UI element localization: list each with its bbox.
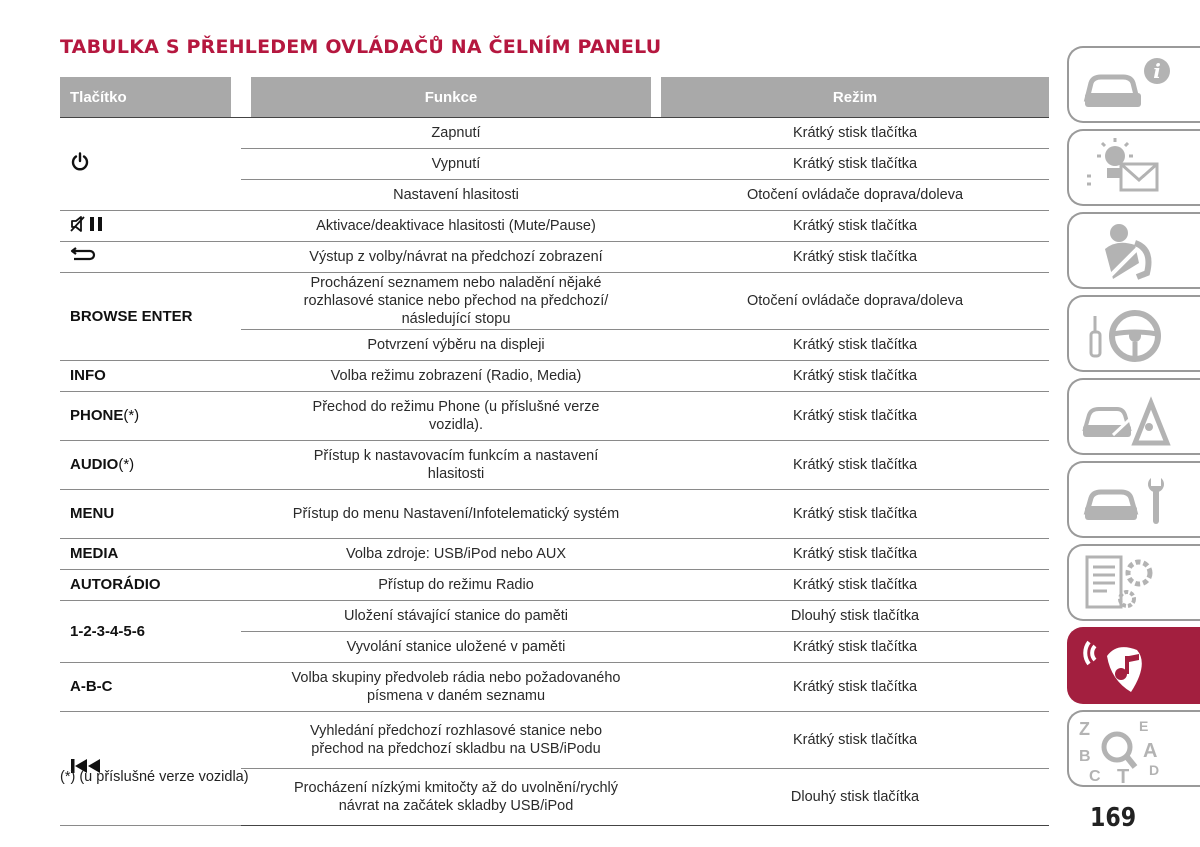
control-key-label: MEDIA: [70, 545, 119, 562]
mute-pause-icon: [70, 221, 110, 238]
back-icon: [70, 250, 98, 267]
table-row: [60, 539, 1049, 570]
mode-cell: Krátký stisk tlačítka: [661, 441, 1049, 490]
table-row: [60, 490, 1049, 539]
control-key-cell: [60, 361, 241, 392]
side-tab[interactable]: [1067, 627, 1200, 704]
mode-cell: Otočení ovládače doprava/doleva: [661, 273, 1049, 330]
control-key-cell: [60, 211, 241, 242]
control-key-note: (*): [123, 407, 140, 424]
mode-cell: Krátký stisk tlačítka: [661, 663, 1049, 712]
function-cell: Přístup k nastavovacím funkcím a nastavení hlasitosti: [241, 441, 661, 490]
control-key-cell: [60, 539, 241, 570]
side-tab[interactable]: [1067, 46, 1200, 123]
function-cell: Přechod do režimu Phone (u příslušné verze vozidla).: [241, 392, 661, 441]
mode-cell: Dlouhý stisk tlačítka: [661, 601, 1049, 632]
mode-cell: Krátký stisk tlačítka: [661, 330, 1049, 361]
side-tab[interactable]: [1067, 461, 1200, 538]
table-row: [60, 392, 1049, 441]
controls-table: [60, 117, 1049, 826]
function-cell: Přístup do menu Nastavení/Infotelematický systém: [241, 490, 661, 539]
header-key: Tlačítko: [60, 77, 231, 117]
table-row: [60, 601, 1049, 632]
control-key-cell: [60, 441, 241, 490]
function-cell: Přístup do režimu Radio: [241, 570, 661, 601]
function-cell: Aktivace/deaktivace hlasitosti (Mute/Pause): [241, 211, 661, 242]
mode-cell: Krátký stisk tlačítka: [661, 118, 1049, 149]
function-cell: Procházení seznamem nebo naladění nějaké rozhlasové stanice nebo přechod na předchozí/ následující stopu: [241, 273, 661, 330]
svg-text:E: E: [1139, 718, 1149, 734]
table-row: [60, 663, 1049, 712]
control-key-label: MENU: [70, 505, 115, 522]
control-key-cell: [60, 663, 241, 712]
function-cell: Potvrzení výběru na displeji: [241, 330, 661, 361]
footnote: (*) (u příslušné verze vozidla): [60, 769, 249, 785]
mode-cell: Krátký stisk tlačítka: [661, 570, 1049, 601]
svg-text:i: i: [1153, 59, 1161, 83]
mode-cell: Krátký stisk tlačítka: [661, 712, 1049, 769]
function-cell: Uložení stávající stanice do paměti: [241, 601, 661, 632]
table-row: [60, 118, 1049, 149]
svg-text:Z: Z: [1079, 719, 1090, 739]
side-tab[interactable]: [1067, 378, 1200, 455]
function-cell: Nastavení hlasitosti: [241, 180, 661, 211]
control-key-cell: [60, 570, 241, 601]
function-cell: Výstup z volby/návrat na předchozí zobrazení: [241, 242, 661, 273]
side-tab[interactable]: [1067, 212, 1200, 289]
side-tab[interactable]: [1067, 129, 1200, 206]
mode-cell: Krátký stisk tlačítka: [661, 392, 1049, 441]
control-key-cell: [60, 490, 241, 539]
function-cell: Volba skupiny předvoleb rádia nebo požadovaného písmena v daném seznamu: [241, 663, 661, 712]
svg-text:D: D: [1149, 762, 1160, 778]
control-key-label: AUDIO: [70, 456, 119, 473]
control-key-note: (*): [118, 456, 135, 473]
svg-text:T: T: [1117, 766, 1130, 783]
mode-cell: Krátký stisk tlačítka: [661, 490, 1049, 539]
function-cell: Vyvolání stanice uložené v paměti: [241, 632, 661, 663]
svg-text:A: A: [1143, 740, 1158, 762]
control-key-label: PHONE: [70, 407, 124, 424]
control-key-cell: [60, 118, 241, 211]
mode-cell: Otočení ovládače doprava/doleva: [661, 180, 1049, 211]
header-mode: Režim: [661, 77, 1049, 117]
mode-cell: Krátký stisk tlačítka: [661, 361, 1049, 392]
function-cell: Procházení nízkými kmitočty až do uvolnění/rychlý návrat na začátek skladby USB/iPod: [294, 780, 618, 814]
table-row: [60, 273, 1049, 330]
page-title: TABULKA S PŘEHLEDEM OVLÁDAČŮ NA ČELNÍM PANELU: [60, 36, 662, 58]
function-cell: Vyhledání předchozí rozhlasové stanice nebo přechod na předchozí skladbu na USB/iPodu: [241, 712, 661, 769]
side-tab[interactable]: [1067, 710, 1200, 787]
table-row: [60, 211, 1049, 242]
mode-cell: Krátký stisk tlačítka: [661, 242, 1049, 273]
control-key-cell: [60, 392, 241, 441]
function-cell: Volba režimu zobrazení (Radio, Media): [241, 361, 661, 392]
power-icon: [70, 159, 90, 176]
mode-cell: Krátký stisk tlačítka: [661, 539, 1049, 570]
control-key-cell: [60, 273, 241, 361]
control-key-cell: [60, 242, 241, 273]
table-row: [60, 361, 1049, 392]
side-tab[interactable]: [1067, 295, 1200, 372]
control-key-label: 1-2-3-4-5-6: [70, 622, 146, 640]
table-row: [60, 242, 1049, 273]
header-function: Funkce: [251, 77, 651, 117]
table-row: [60, 570, 1049, 601]
side-tab[interactable]: [1067, 544, 1200, 621]
page-number: 169: [1090, 803, 1137, 833]
mode-cell: Krátký stisk tlačítka: [661, 211, 1049, 242]
mode-cell: Krátký stisk tlačítka: [661, 149, 1049, 180]
table-row: [60, 712, 1049, 769]
function-cell: Volba zdroje: USB/iPod nebo AUX: [241, 539, 661, 570]
control-key-label: INFO: [70, 367, 106, 384]
function-cell: Zapnutí: [241, 118, 661, 149]
svg-text:B: B: [1079, 748, 1091, 765]
control-key-cell: [60, 601, 241, 663]
control-key-label: A-B-C: [70, 678, 113, 695]
mode-cell: Dlouhý stisk tlačítka: [790, 789, 920, 805]
mode-cell: Krátký stisk tlačítka: [661, 632, 1049, 663]
svg-text:C: C: [1089, 768, 1101, 783]
control-key-label: BROWSE ENTER: [70, 307, 193, 325]
table-row: [60, 441, 1049, 490]
control-key-label: AUTORÁDIO: [70, 576, 161, 593]
function-cell: Vypnutí: [241, 149, 661, 180]
